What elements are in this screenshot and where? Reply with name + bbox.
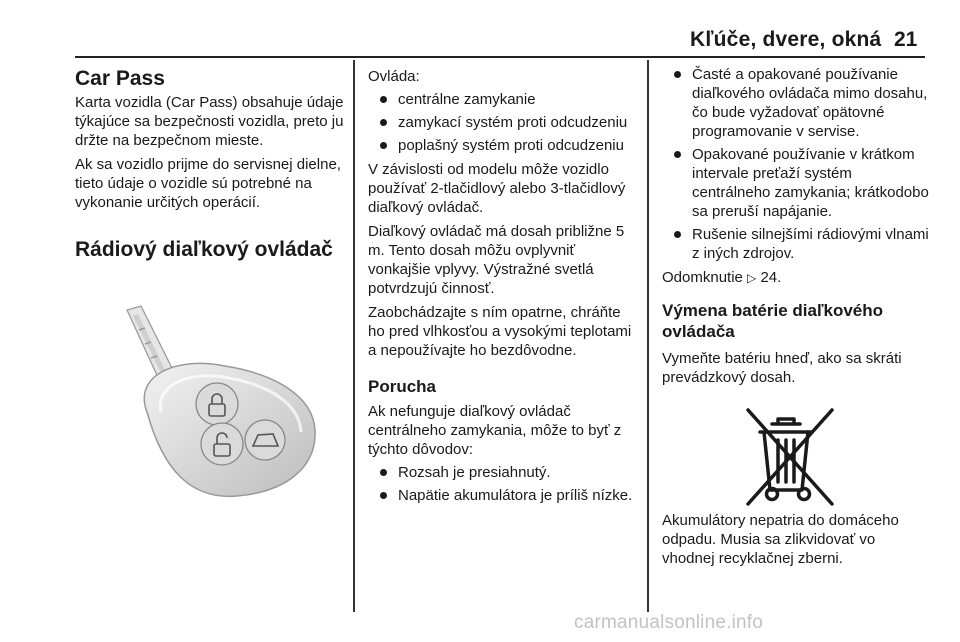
crossed-out-bin-icon [742,402,838,512]
unlock-button [201,423,243,465]
lock-button [196,383,238,425]
battery-heading [662,300,930,342]
car-pass-paragraph-2: Ak sa vozidlo prijme do servisnej dielne, tieto údaje o vozidle sú potrebné na vykonanie určitých operácií. [75,156,341,211]
list-item: Napätie akumulátora je príliš nízke. [368,486,638,505]
battery-heading-line-2: ovládača [662,322,735,341]
xref-triangle-icon: ▷ [747,271,757,285]
battery-paragraph-1: Vymeňte batériu hneď, ako sa skráti prevádzkový dosah. [662,350,902,386]
fault-heading: Porucha [368,377,437,396]
fault-list [368,463,638,505]
list-item: Rušenie silnejšími rádiovými vlnami z iných zdrojov. [662,225,930,263]
controls-intro: Ovláda: [368,68,420,85]
unlock-label: Odomknutie [662,269,743,286]
list-item: Rozsah je presiahnutý. [368,463,638,482]
header-rule [75,56,925,58]
battery-paragraph-2: Akumulátory nepatria do domáceho odpadu. Musia sa zlikvidovať vo vhodnej recyklačnej zberni. [662,512,899,567]
battery-heading-line-1: Výmena batérie diaľkového [662,301,884,320]
controls-list [368,90,638,155]
list-item: centrálne zamykanie [368,90,638,109]
car-pass-heading: Car Pass [75,67,165,90]
list-item: Časté a opakované používanie diaľkového ovládača mimo dosahu, čo bude vyžadovať opätovné programovanie v servise. [662,65,930,141]
column-2 [368,60,638,505]
column-1 [75,60,347,262]
list-item: zamykací systém proti odcudzeniu [368,113,638,132]
models-paragraph: V závislosti od modelu môže vozidlo používať 2-tlačidlový alebo 3-tlačidlový diaľkový ovládač. [368,161,626,216]
page-header-title: Kľúče, dvere, okná [690,28,882,51]
range-paragraph: Diaľkový ovládač má dosah približne 5 m. Tento dosah môžu ovplyvniť vonkajšie vplyvy. Výstražné svetlá potvrdzujú činnosť. [368,223,625,297]
list-item: poplašný systém proti odcudzeniu [368,136,638,155]
car-pass-paragraph-1: Karta vozidla (Car Pass) obsahuje údaje týkajúce sa bezpečnosti vozidla, preto ju držte na bezpečnom mieste. [75,94,344,149]
unlock-cross-reference [662,268,930,288]
fault-list-continued [662,65,930,263]
list-item: Opakované používanie v krátkom intervale preťaží systém centrálneho zamykania; krátkodobo sa preruší napájanie. [662,145,930,221]
remote-control-heading: Rádiový diaľkový ovládač [75,238,333,261]
unlock-page: 24. [760,269,782,286]
column-divider-2 [647,60,649,612]
trunk-button [245,420,285,460]
care-paragraph: Zaobchádzajte s ním opatrne, chráňte ho pred vlhkosťou a vysokými teplotami a nepoužívajte ho bezdôvodne. [368,304,632,359]
fault-intro: Ak nefunguje diaľkový ovládač centrálneho zamykania, môže to byť z týchto dôvodov: [368,403,622,458]
page-number: 21 [894,28,918,51]
watermark: carmanualsonline.info [574,612,764,633]
column-divider-1 [353,60,355,612]
remote-key-illustration [75,300,340,510]
